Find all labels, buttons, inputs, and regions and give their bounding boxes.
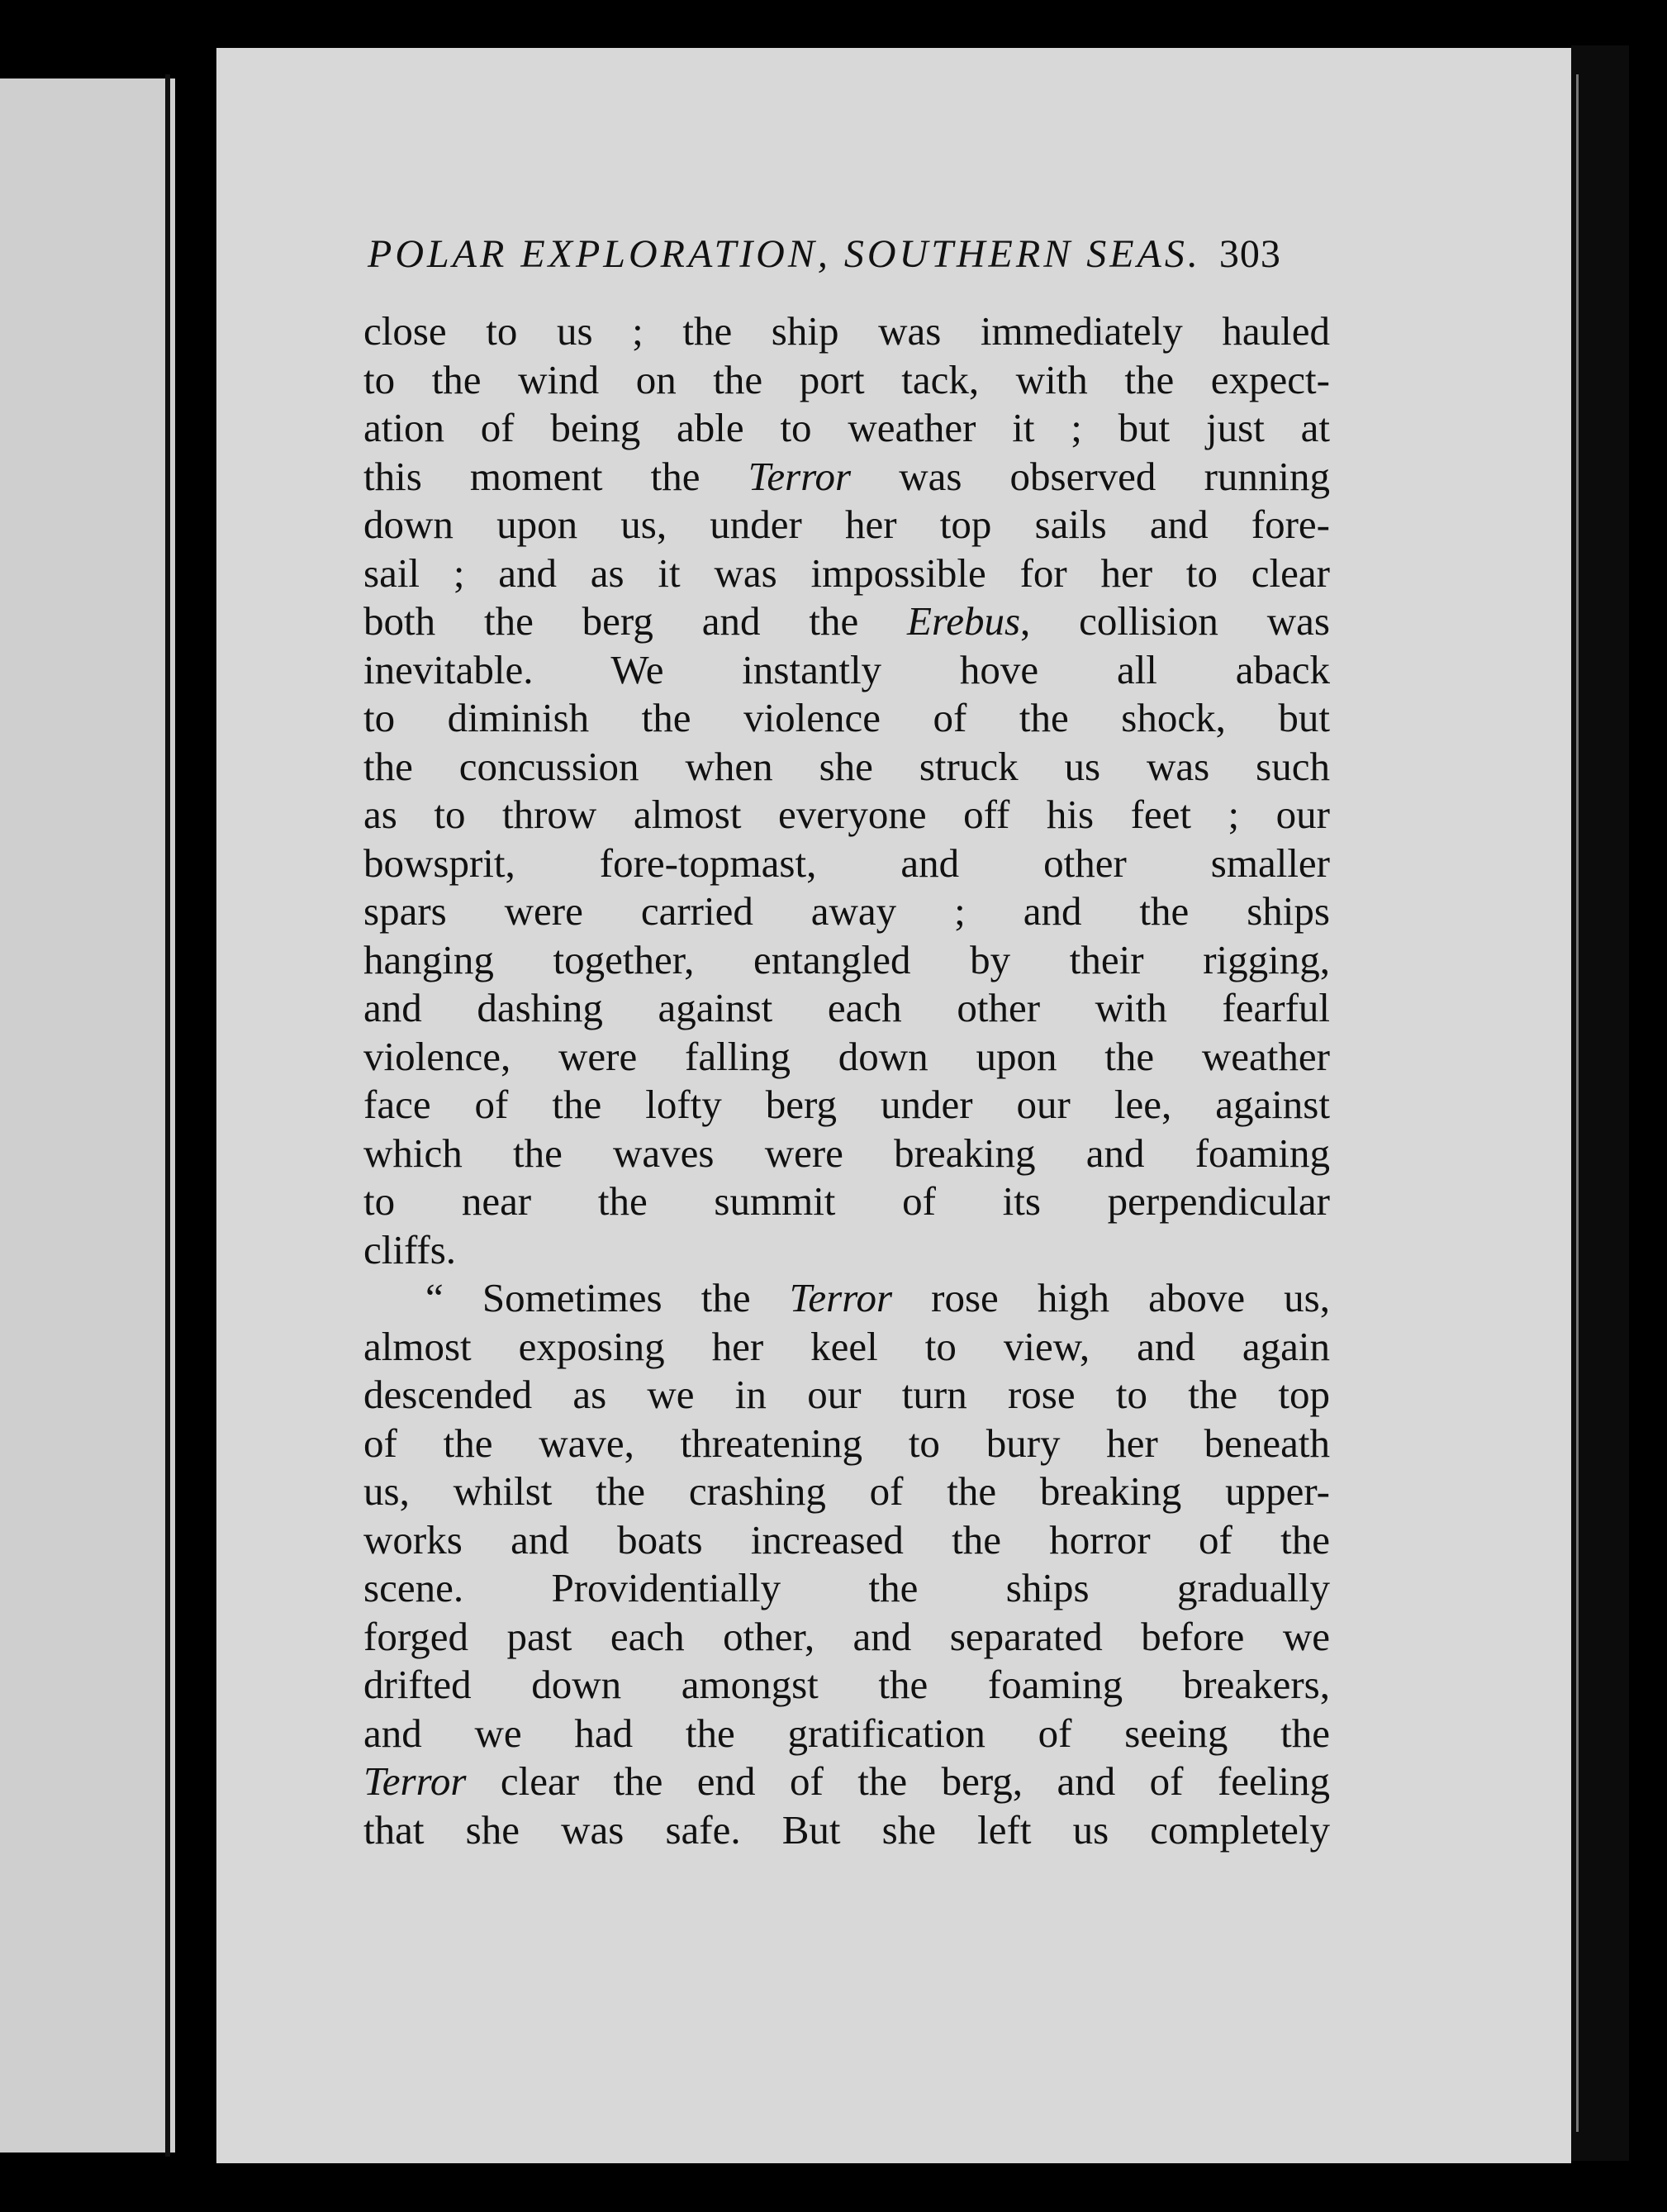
text-line: drifted down amongst the foaming breakers, <box>363 1662 1330 1707</box>
left-page-edge <box>0 78 175 2153</box>
text-line: to the wind on the port tack, with the expect- <box>363 356 1330 402</box>
ship-name: Terror <box>789 1275 893 1320</box>
text-line: the concussion when she struck us was such <box>363 743 1330 789</box>
text-line: face of the lofty berg under our lee, against <box>363 1082 1330 1127</box>
ship-name: Terror <box>363 1758 467 1804</box>
text-line: which the waves were breaking and foaming <box>363 1130 1330 1176</box>
text-line: descended as we in our turn rose to the top <box>363 1372 1330 1417</box>
ship-name: Erebus <box>907 598 1021 644</box>
text-line: scene. Providentially the ships gradually <box>363 1565 1330 1610</box>
text-line: and we had the gratification of seeing the <box>363 1710 1330 1756</box>
page-body <box>363 307 1330 1854</box>
text-line: Terror clear the end of the berg, and of feeling <box>363 1758 1330 1804</box>
text-line: inevitable. We instantly hove all aback <box>363 646 1330 692</box>
text-line: forged past each other, and separated before we <box>363 1613 1330 1659</box>
text-line: spars were carried away ; and the ships <box>363 888 1330 934</box>
text-line: of the wave, threatening to bury her beneath <box>363 1420 1330 1466</box>
text-line: bowsprit, fore-topmast, and other smaller <box>363 840 1330 886</box>
text-line: this moment the Terror was observed running <box>363 453 1330 499</box>
text-line: violence, were falling down upon the weather <box>363 1033 1330 1079</box>
text-line: “ Sometimes the Terror rose high above us, <box>425 1275 1330 1320</box>
text-line: us, whilst the crashing of the breaking upper- <box>363 1468 1330 1514</box>
text-line: to near the summit of its perpendicular <box>363 1178 1330 1224</box>
text-line: hanging together, entangled by their rigging, <box>363 936 1330 982</box>
text-line: to diminish the violence of the shock, but <box>363 695 1330 740</box>
text-line: almost exposing her keel to view, and again <box>363 1323 1330 1369</box>
text-line: that she was safe. But she left us completely <box>363 1806 1330 1853</box>
running-header <box>368 231 1318 277</box>
page-number: 303 <box>1218 232 1281 276</box>
book-gutter <box>165 74 170 2157</box>
running-title: POLAR EXPLORATION, SOUTHERN SEAS. <box>368 232 1201 276</box>
text-line: down upon us, under her top sails and fore- <box>363 502 1330 547</box>
text-line: cliffs. <box>363 1226 457 1272</box>
book-right-edge <box>1571 45 1629 2161</box>
text-line: both the berg and the Erebus, collision was <box>363 598 1330 644</box>
text-line: sail ; and as it was impossible for her to clear <box>363 549 1330 596</box>
ship-name: Terror <box>748 453 852 499</box>
text-line: ation of being able to weather it ; but just at <box>363 405 1330 450</box>
text-line: close to us ; the ship was immediately hauled <box>363 308 1330 354</box>
text-line: as to throw almost everyone off his feet ; our <box>363 792 1330 837</box>
page-edge-line <box>1576 74 1579 2132</box>
text-line: works and boats increased the horror of the <box>363 1516 1330 1563</box>
text-line: and dashing against each other with fearful <box>363 985 1330 1030</box>
